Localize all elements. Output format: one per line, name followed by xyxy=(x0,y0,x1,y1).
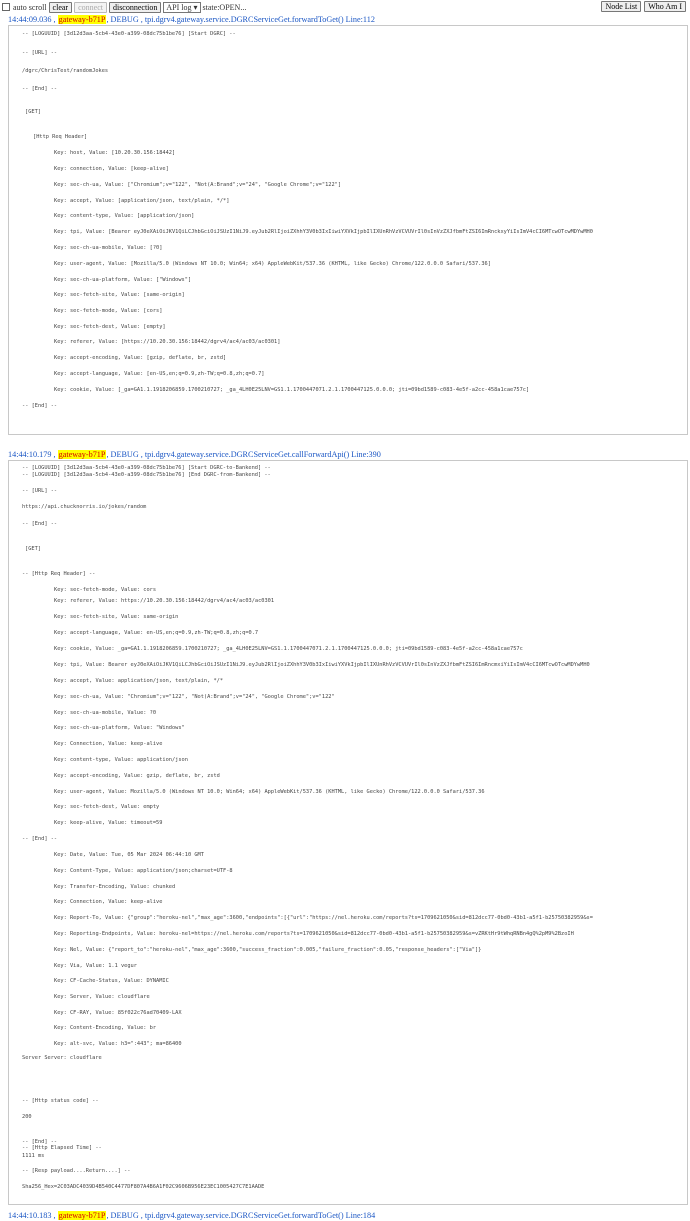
disconnection-button[interactable]: disconnection xyxy=(109,2,161,13)
log-line: Key: CF-Cache-Status, Value: DYNAMIC xyxy=(54,978,169,984)
log-line: Key: cookie, Value: [_ga=GA1.1.1918206859.1700210727; _ga_4LH0E25LNV=GS1.1.1700447071.2.1.1700447125.0.0.0; jti=09bd1589-c083-4e5f-a2cc-458a1cae757c] xyxy=(54,387,530,393)
log-type-select[interactable] xyxy=(163,2,200,13)
who-am-i-button[interactable]: Who Am I xyxy=(644,1,686,12)
gateway-badge: gateway-b71P xyxy=(58,15,106,24)
log-line: -- [URL] -- xyxy=(22,488,58,494)
log-line: -- [LOGUUID] [3d12d3aa-5cb4-43e0-a399-08dc75b1be76] [Start DGRC] -- xyxy=(22,31,236,37)
toolbar xyxy=(0,0,690,14)
log-line: Key: accept, Value: [application/json, text/plain, */*] xyxy=(54,198,230,204)
log-line: Key: sec-ch-ua, Value: "Chromium";v="122", "Not(A:Brand";v="24", "Google Chrome";v="122" xyxy=(54,694,335,700)
log-line: Key: connection, Value: [keep-alive] xyxy=(54,166,169,172)
log-line: Key: host, Value: [10.20.30.156:18442] xyxy=(54,150,176,156)
log-line: Key: sec-ch-ua-platform, Value: "Windows" xyxy=(54,725,185,731)
log-line: Key: Server, Value: cloudflare xyxy=(54,994,150,1000)
log-time: 14:44:09.036 , xyxy=(8,15,56,24)
log-line: Key: Nel, Value: {"report_to":"heroku-nel","max_age":3600,"success_fraction":0.005,"failure_fraction":0.05,"response_headers":["Via"]} xyxy=(54,947,482,953)
log-line: Key: alt-svc, Value: h3=":443"; ma=86400 xyxy=(54,1041,182,1047)
log-type-value: API log xyxy=(166,2,192,12)
log-line: Key: content-type, Value: application/json xyxy=(54,757,188,763)
log-line: -- [End] -- xyxy=(22,836,58,842)
log-line: Server Server: cloudflare xyxy=(22,1055,102,1061)
log-line: Key: tpi, Value: Bearer eyJ0eXAiOiJKV1QiLCJhbGciOiJSUzI1NiJ9.eyJub2RlIjoiZXhhY3V0b3IxIiwiYXVkIjpbIlIXUnRhVzVCVUVrIl0sInVzZXJfbmFtZSI6ImRncmxiYiIsImV4cCI6MTcwOTcwMDYwMH0 xyxy=(54,662,590,668)
log-entry-body xyxy=(8,460,688,1205)
log-time: 14:44:10.179 , xyxy=(8,450,56,459)
log-line: Key: accept-encoding, Value: gzip, deflate, br, zstd xyxy=(54,773,220,779)
gateway-badge: gateway-b71P xyxy=(58,1211,106,1220)
log-line: /dgrc/ChrisTest/randomJokes xyxy=(22,68,109,74)
log-line: -- [End] -- xyxy=(22,1139,58,1145)
connect-button[interactable]: connect xyxy=(74,2,107,13)
log-entry-header xyxy=(0,14,690,25)
log-line: -- [End] -- xyxy=(22,521,58,527)
log-line: Key: Report-To, Value: {"group":"heroku-nel","max_age":3600,"endpoints":[{"url":"https://nel.heroku.com/reports?ts=1709621050&sid=812dcc77-0bd0-43b1-a5f1-b25750382959&s= xyxy=(54,915,593,921)
log-line: Key: sec-ch-ua-mobile, Value: ?0 xyxy=(54,710,157,716)
log-line: Key: sec-fetch-dest, Value: [empty] xyxy=(54,324,166,330)
log-line: 200 xyxy=(22,1114,32,1120)
log-line: -- [End] -- xyxy=(22,403,58,409)
log-line: Key: Date, Value: Tue, 05 Mar 2024 06:44:10 GMT xyxy=(54,852,204,858)
log-line: -- [Http Req Header] -- xyxy=(22,571,96,577)
log-line: Key: user-agent, Value: [Mozilla/5.0 (Windows NT 10.0; Win64; x64) AppleWebKit/537.36 (KHTML, like Gecko) Chrome/122.0.0.0 Safari/537.36] xyxy=(54,261,491,267)
log-line: Key: sec-fetch-site, Value: same-origin xyxy=(54,614,179,620)
log-line: -- [Http Elapsed Time] -- xyxy=(22,1145,102,1151)
log-line: Key: sec-ch-ua-mobile, Value: [?0] xyxy=(54,245,163,251)
log-line: Key: CF-RAY, Value: 85f022c76ad70409-LAX xyxy=(54,1010,182,1016)
log-line: Key: tpi, Value: [Bearer eyJ0eXAiOiJKV1QiLCJhbGciOiJSUzI1NiJ9.eyJub2RlIjoiZXhhY3V0b3IxIiwiYXVkIjpbIlIXUnRhVzVCVUVrIl0sInVzZXJfbmFtZSI6ImRnckxyYiIsImV4cCI6MTcwOTcwMDYwMH0 xyxy=(54,229,593,235)
log-line: Key: keep-alive, Value: timeout=59 xyxy=(54,820,163,826)
log-time: 14:44:10.183 , xyxy=(8,1211,56,1220)
log-line: Key: Content-Type, Value: application/json;charset=UTF-8 xyxy=(54,868,233,874)
auto-scroll-checkbox[interactable] xyxy=(2,3,10,11)
log-line: Key: user-agent, Value: Mozilla/5.0 (Windows NT 10.0; Win64; x64) AppleWebKit/537.36 (KHTML, like Gecko) Chrome/122.0.0.0 Safari/537.36 xyxy=(54,789,485,795)
log-line: Key: Transfer-Encoding, Value: chunked xyxy=(54,884,176,890)
log-panel xyxy=(0,14,690,1221)
log-line: Key: sec-fetch-mode, Value: cors xyxy=(54,587,157,593)
log-source: , DEBUG , tpi.dgrv4.gateway.service.DGRCServiceGet.callForwardApi() Line:390 xyxy=(106,450,381,459)
log-line: [Http Req Header] xyxy=(33,134,88,140)
log-line: Key: sec-fetch-dest, Value: empty xyxy=(54,804,160,810)
clear-button[interactable]: clear xyxy=(49,2,73,13)
log-line: Key: accept-language, Value: [en-US,en;q=0.9,zh-TW;q=0.8,zh;q=0.7] xyxy=(54,371,265,377)
log-entry-body xyxy=(8,25,688,435)
gateway-badge: gateway-b71P xyxy=(58,450,106,459)
log-line: Key: Connection, Value: keep-alive xyxy=(54,899,163,905)
log-line: Key: sec-fetch-site, Value: [same-origin] xyxy=(54,292,185,298)
chevron-down-icon: ▾ xyxy=(193,2,198,12)
log-line: -- [Http status code] -- xyxy=(22,1098,99,1104)
log-line: [GET] xyxy=(25,109,41,115)
log-line: Key: Reporting-Endpoints, Value: heroku-nel=https://nel.heroku.com/reports?ts=1709621050&sid=812dcc77-0bd0-43b1-a5f1-b25750382959&s=vZRKtHr9tWhqRNBn4gQ%2pM9%2BzoIH xyxy=(54,931,574,937)
log-line: -- [URL] -- xyxy=(22,50,58,56)
log-entry-header xyxy=(0,449,690,460)
log-source: , DEBUG , tpi.dgrv4.gateway.service.DGRCServiceGet.forwardToGet() Line:112 xyxy=(106,15,375,24)
log-line: -- [Resp payload....Return....] -- xyxy=(22,1168,131,1174)
log-line: -- [LOGUUID] [3d12d3aa-5cb4-43e0-a399-08dc75b1be76] [Start DGRC-to-Bankend] -- xyxy=(22,465,271,471)
log-line: Sha256_Hex=2C03ADC4039D4B540C4477DF807A4B6A1F02C9606B956E23EC1005427C7E1AADE xyxy=(22,1184,265,1190)
log-line: Key: Via, Value: 1.1 vegur xyxy=(54,963,137,969)
node-list-button[interactable]: Node List xyxy=(601,1,641,12)
log-line: Key: cookie, Value: _ga=GA1.1.1918206859.1700210727; _ga_4LH0E25LNV=GS1.1.1700447071.2.1.1700447125.0.0.0; jti=09bd1589-c083-4e5f-a2cc-458a1cae757c xyxy=(54,646,523,652)
log-line: -- [End] -- xyxy=(22,86,58,92)
log-line: 1111 ms xyxy=(22,1153,45,1159)
log-line: Key: accept-encoding, Value: [gzip, deflate, br, zstd] xyxy=(54,355,227,361)
log-line: Key: sec-ch-ua, Value: ["Chromium";v="122", "Not(A:Brand";v="24", "Google Chrome";v="122"] xyxy=(54,182,342,188)
log-line: Key: sec-ch-ua-platform, Value: ["Windows"] xyxy=(54,277,192,283)
log-line: Key: sec-fetch-mode, Value: [cors] xyxy=(54,308,163,314)
log-line: Key: referer, Value: https://10.20.30.156:18442/dgrv4/ac4/ac03/ac0301 xyxy=(54,598,275,604)
log-line: Key: content-type, Value: [application/json] xyxy=(54,213,195,219)
log-source: , DEBUG , tpi.dgrv4.gateway.service.DGRCServiceGet.forwardToGet() Line:184 xyxy=(106,1211,376,1220)
log-line: Key: referer, Value: [https://10.20.30.156:18442/dgrv4/ac4/ac03/ac0301] xyxy=(54,339,281,345)
log-line: -- [LOGUUID] [3d12d3aa-5cb4-43e0-a399-08dc75b1be76] [End DGRC-from-Bankend] -- xyxy=(22,472,271,478)
log-line: Key: accept, Value: application/json, text/plain, */* xyxy=(54,678,224,684)
log-line: Key: accept-language, Value: en-US,en;q=0.9,zh-TW;q=0.8,zh;q=0.7 xyxy=(54,630,259,636)
log-entry-header xyxy=(0,1210,690,1221)
log-line: Key: Connection, Value: keep-alive xyxy=(54,741,163,747)
auto-scroll-label: auto scroll xyxy=(13,2,47,12)
log-line: [GET] xyxy=(25,546,41,552)
log-line: Key: Content-Encoding, Value: br xyxy=(54,1025,157,1031)
state-label: state:OPEN... xyxy=(202,2,247,12)
log-line: https://api.chucknorris.io/jokes/random xyxy=(22,504,147,510)
